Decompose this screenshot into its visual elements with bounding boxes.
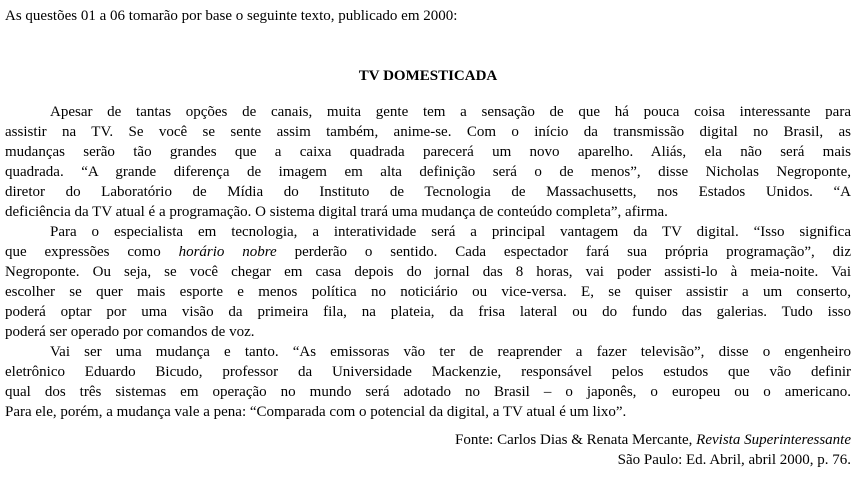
text-line: Negroponte. Ou seja, se você chegar em casa depois do jornal das 8 horas, vai poder assisti-lo à meia-noite. Vai: [5, 264, 851, 280]
intro-line: As questões 01 a 06 tomarão por base o seguinte texto, publicado em 2000:: [5, 8, 458, 24]
text-title: TV DOMESTICADA: [358, 68, 498, 84]
text-line: Para ele, porém, a mudança vale a pena: “Comparada com o potencial da digital, a TV atual é um lixo”.: [5, 404, 627, 420]
text-line: poderá optar por uma visão da primeira fila, na plateia, da frisa lateral ou do fundo das galerias. Tudo isso: [5, 304, 851, 320]
text-run: perderão o sentido. Cada espectador fará sua própria programação”, diz: [276, 244, 852, 260]
text-line: Vai ser uma mudança e tanto. “As emissoras vão ter de reaprender a fazer televisão”, disse o engenheiro: [50, 344, 851, 360]
text-line: diretor do Laboratório de Mídia do Instituto de Tecnologia de Massachusetts, nos Estados Unidos. “A: [5, 184, 851, 200]
source-citation: [5, 430, 851, 470]
text-run: Fonte: Carlos Dias & Renata Mercante,: [454, 432, 697, 448]
text-line: quadrada. “A grande diferença de imagem em alta definição será o de menos”, disse Nicholas Negroponte,: [5, 164, 851, 180]
text-line: qual dos três sistemas em operação no mundo será adotado no Brasil – o japonês, o europeu ou o americano.: [5, 384, 851, 400]
text-line: mudanças serão tão grandes que a caixa quadrada parecerá um novo aparelho. Aliás, ela não será mais: [5, 144, 851, 160]
text-line: assistir na TV. Se você se sente assim também, anime-se. Com o início da transmissão digital no Brasil, as: [5, 124, 851, 140]
text-line: eletrônico Eduardo Bicudo, professor da Universidade Mackenzie, responsável pelos estudos que vão definir: [5, 364, 851, 380]
paragraph-2: [5, 222, 851, 342]
source-line-2: São Paulo: Ed. Abril, abril 2000, p. 76.: [617, 452, 851, 468]
text-line: escolher se quer mais esporte e menos política no noticiário ou vice-versa. E, se quiser assistir a um conserto,: [5, 284, 851, 300]
text-line: [5, 242, 851, 262]
paragraph-1: [5, 102, 851, 222]
source-line-1: [5, 430, 851, 450]
italic-term: horário nobre: [178, 244, 277, 260]
text-line: poderá ser operado por comandos de voz.: [5, 324, 255, 340]
text-line: Apesar de tantas opções de canais, muita gente tem a sensação de que há pouca coisa interessante para: [50, 104, 851, 120]
paragraph-3: [5, 342, 851, 422]
text-run: que expressões como: [5, 244, 179, 260]
magazine-title: Revista Superinteressante: [696, 432, 851, 448]
text-line: Para o especialista em tecnologia, a interatividade será a principal vantagem da TV digital. “Isso significa: [50, 224, 851, 240]
text-line: deficiência da TV atual é a programação. O sistema digital trará uma mudança de conteúdo completa”, afirma.: [5, 204, 668, 220]
